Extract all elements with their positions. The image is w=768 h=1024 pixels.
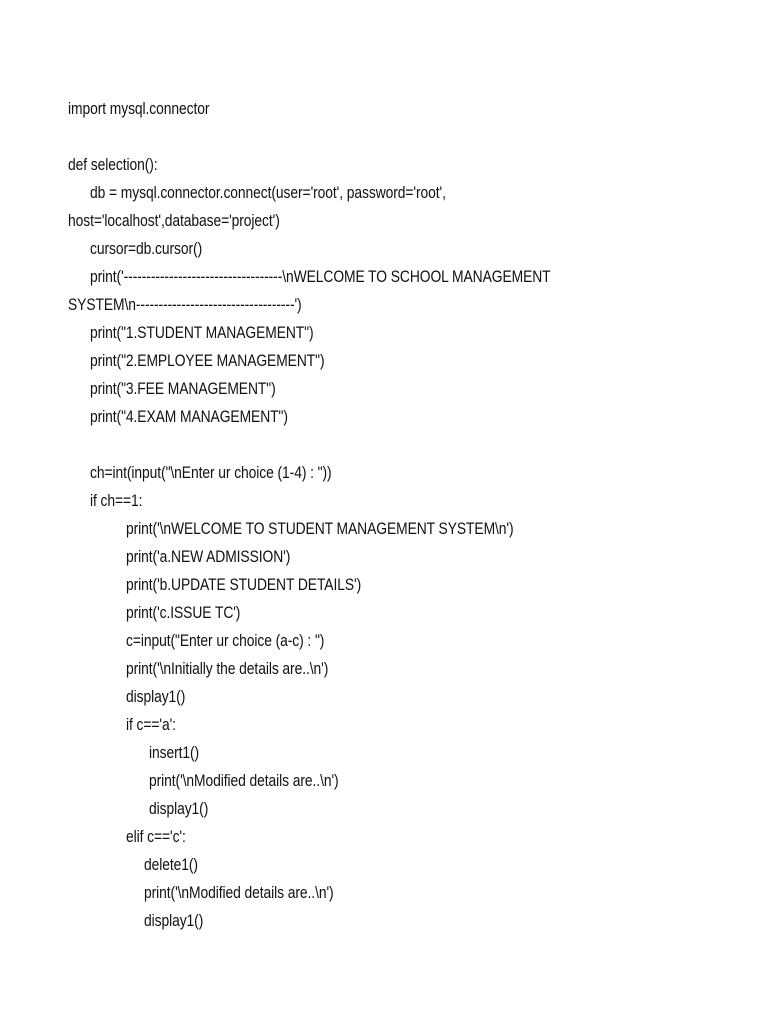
code-line-input-choice: ch=int(input("\nEnter ur choice (1-4) : "))	[90, 464, 332, 482]
code-line-cursor: cursor=db.cursor()	[90, 240, 203, 258]
code-line-print-issue-tc: print('c.ISSUE TC')	[126, 604, 241, 622]
code-line-import: import mysql.connector	[68, 100, 210, 118]
code-line-elif-c-c: elif c=='c':	[126, 828, 186, 846]
code-line-insert1: insert1()	[149, 744, 200, 762]
code-line-print-modified-c: print('\nModified details are..\n')	[144, 884, 334, 902]
code-line-if-ch-1: if ch==1:	[90, 492, 143, 510]
code-line-delete1: delete1()	[144, 856, 198, 874]
code-line-def-selection: def selection():	[68, 156, 158, 174]
code-line-db-connect-cont: host='localhost',database='project')	[68, 212, 280, 230]
code-line-print-option-2: print("2.EMPLOYEE MANAGEMENT")	[90, 352, 325, 370]
code-line-db-connect: db = mysql.connector.connect(user='root', password='root',	[90, 184, 446, 202]
code-line-print-student-welcome: print('\nWELCOME TO STUDENT MANAGEMENT SYSTEM\n')	[126, 520, 514, 538]
code-line-print-initially: print('\nInitially the details are..\n')	[126, 660, 329, 678]
code-line-display1-c: display1()	[144, 912, 204, 930]
code-line-print-option-1: print("1.STUDENT MANAGEMENT")	[90, 324, 314, 342]
code-line-display1: display1()	[126, 688, 186, 706]
code-line-if-c-a: if c=='a':	[126, 716, 176, 734]
code-line-print-option-3: print("3.FEE MANAGEMENT")	[90, 380, 276, 398]
code-line-input-sub-choice: c=input("Enter ur choice (a-c) : ")	[126, 632, 325, 650]
code-line-print-modified-a: print('\nModified details are..\n')	[149, 772, 339, 790]
code-line-print-update-details: print('b.UPDATE STUDENT DETAILS')	[126, 576, 362, 594]
code-line-print-option-4: print("4.EXAM MANAGEMENT")	[90, 408, 288, 426]
code-line-print-welcome: print('-----------------------------------\nWELCOME TO SCHOOL MANAGEMENT	[90, 268, 551, 286]
code-line-display1-a: display1()	[149, 800, 209, 818]
code-line-print-welcome-cont: SYSTEM\n-----------------------------------')	[68, 296, 302, 314]
code-line-print-new-admission: print('a.NEW ADMISSION')	[126, 548, 291, 566]
